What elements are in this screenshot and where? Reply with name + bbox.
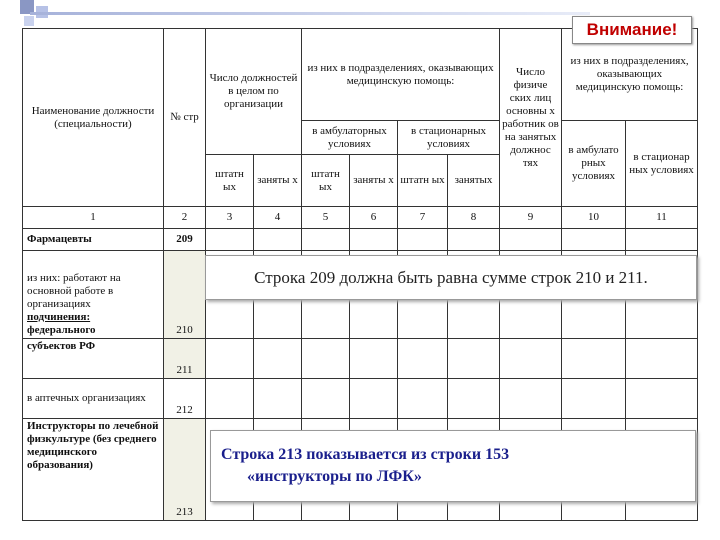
header-individuals: Число физиче ских лиц основны х работник ов на занятых должнос тях <box>500 29 562 207</box>
col-number: 9 <box>500 207 562 229</box>
table-cell[interactable] <box>448 379 500 419</box>
table-cell[interactable] <box>206 229 254 251</box>
table-cell[interactable] <box>398 339 448 379</box>
row-211-number: 211 <box>164 339 206 379</box>
note-row-213 <box>210 430 696 502</box>
note-row-213-line1: Строка 213 показывается из строки 153 <box>221 446 510 463</box>
col-number: 8 <box>448 207 500 229</box>
header-stationary-2: в стационар ных условиях <box>626 121 698 207</box>
header-subdivisions: из них в подразделениях, оказывающих медицинскую помощь: <box>302 29 500 121</box>
table-cell[interactable] <box>206 379 254 419</box>
row-211-name: субъектов РФ <box>23 339 164 379</box>
row-209-number: 209 <box>164 229 206 251</box>
header-amb-staff: штатн ых <box>302 155 350 207</box>
row-210-federal: федерального <box>27 324 96 336</box>
table-cell[interactable] <box>500 339 562 379</box>
table-cell[interactable] <box>254 229 302 251</box>
header-positions-total: Число должностей в целом по организации <box>206 29 302 155</box>
decor-square <box>24 16 34 26</box>
table-cell[interactable] <box>350 339 398 379</box>
row-212-name: в аптечных организациях <box>23 379 164 419</box>
table-cell[interactable] <box>350 379 398 419</box>
col-number: 10 <box>562 207 626 229</box>
table-cell[interactable] <box>254 339 302 379</box>
table-cell[interactable] <box>254 379 302 419</box>
table-cell[interactable] <box>562 229 626 251</box>
table-cell[interactable] <box>448 229 500 251</box>
header-stat-occupied: занятых <box>448 155 500 207</box>
warning-badge: Внимание! <box>572 16 692 44</box>
table-cell[interactable] <box>626 339 698 379</box>
col-number: 2 <box>164 207 206 229</box>
table-cell[interactable] <box>626 379 698 419</box>
col-number: 11 <box>626 207 698 229</box>
col-number: 5 <box>302 207 350 229</box>
col-number: 3 <box>206 207 254 229</box>
row-210-text: из них: работают на основной работе в организациях <box>27 272 121 310</box>
header-stat-staff: штатн ых <box>398 155 448 207</box>
header-ambulatory-2: в амбулато рных условиях <box>562 121 626 207</box>
row-212-number: 212 <box>164 379 206 419</box>
row-213-number: 213 <box>164 419 206 521</box>
table-cell[interactable] <box>626 229 698 251</box>
header-amb-occupied: заняты х <box>350 155 398 207</box>
table-cell[interactable] <box>398 229 448 251</box>
row-210-subordination: подчинения: <box>27 311 91 323</box>
header-stationary: в стационарных условиях <box>398 121 500 155</box>
table-cell[interactable] <box>302 229 350 251</box>
decor-line <box>30 12 590 15</box>
table-cell[interactable] <box>302 379 350 419</box>
row-210-name <box>23 251 164 339</box>
header-subdivisions-2: из них в подразделениях, оказывающих медицинскую помощь: <box>562 29 698 121</box>
header-line-no: № стр <box>164 29 206 207</box>
table-cell[interactable] <box>562 379 626 419</box>
table-cell[interactable] <box>448 339 500 379</box>
note-row-209: Строка 209 должна быть равна сумме строк 210 и 211. <box>205 255 697 300</box>
row-210-number: 210 <box>164 251 206 339</box>
header-staff: штатн ых <box>206 155 254 207</box>
row-209-name: Фармацевты <box>23 229 164 251</box>
table-cell[interactable] <box>206 339 254 379</box>
col-number: 4 <box>254 207 302 229</box>
col-number: 1 <box>23 207 164 229</box>
table-cell[interactable] <box>562 339 626 379</box>
header-occupied: заняты х <box>254 155 302 207</box>
table-cell[interactable] <box>500 229 562 251</box>
col-number: 6 <box>350 207 398 229</box>
table-cell[interactable] <box>350 229 398 251</box>
table-cell[interactable] <box>398 379 448 419</box>
header-ambulatory: в амбулаторных условиях <box>302 121 398 155</box>
row-213-name: Инструкторы по лечебной физкультуре (без среднего медицинского образования) <box>23 419 164 521</box>
note-row-213-line2: «инструкторы по ЛФК» <box>247 468 422 485</box>
table-cell[interactable] <box>302 339 350 379</box>
table-cell[interactable] <box>500 379 562 419</box>
col-number: 7 <box>398 207 448 229</box>
header-position: Наименование должности (специальности) <box>23 29 164 207</box>
